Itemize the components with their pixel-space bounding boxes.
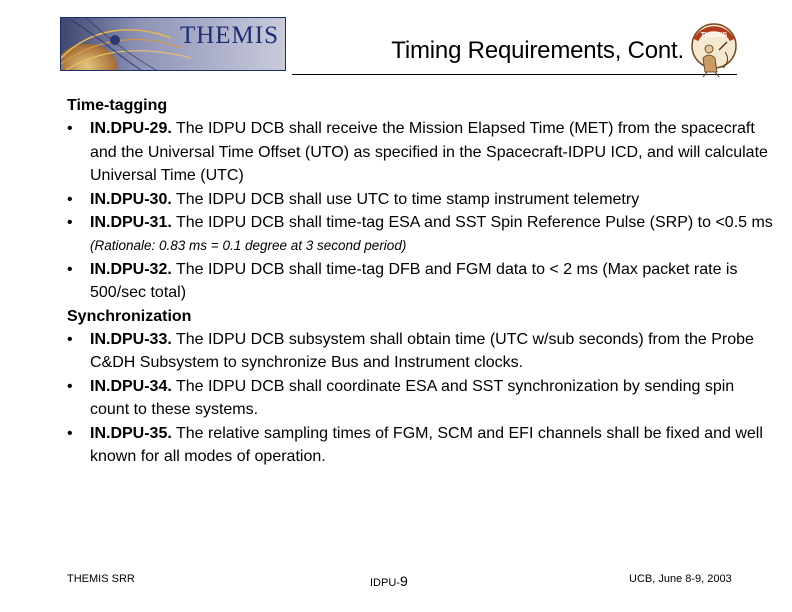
bullet-icon: •	[67, 120, 73, 138]
themis-mascot-icon	[687, 22, 741, 78]
themis-logo	[60, 17, 286, 71]
requirement-rationale: (Rationale: 0.83 ms = 0.1 degree at 3 second period)	[90, 238, 407, 254]
requirement-id: IN.DPU-31.	[90, 214, 172, 232]
requirement-text: The IDPU DCB shall time-tag DFB and FGM data to < 2 ms (Max packet rate is 500/sec total)	[90, 260, 738, 302]
requirement-item	[67, 258, 777, 305]
bullet-icon: •	[67, 214, 73, 232]
title-divider	[292, 74, 737, 75]
requirement-id: IN.DPU-30.	[90, 190, 172, 208]
footer-page-number	[370, 573, 408, 589]
requirement-id: IN.DPU-32.	[90, 260, 172, 278]
footer-page-value: 9	[399, 573, 408, 589]
bullet-icon: •	[67, 260, 73, 278]
section-heading-time-tagging: Time-tagging	[67, 97, 168, 114]
requirement-id: IN.DPU-29.	[90, 120, 172, 138]
bullet-icon: •	[67, 424, 73, 442]
bullet-icon: •	[67, 331, 73, 349]
requirement-text: The IDPU DCB shall time-tag ESA and SST Spin Reference Pulse (SRP) to <0.5 ms	[171, 214, 773, 232]
logo-text: THEMIS	[179, 22, 279, 49]
footer-left: THEMIS SRR	[67, 573, 135, 585]
requirement-text: The IDPU DCB shall use UTC to time stamp instrument telemetry	[171, 190, 640, 208]
requirement-text: The IDPU DCB subsystem shall obtain time (UTC w/sub seconds) from the Probe C&DH Subsystem to synchronize Bus and Instrument clocks.	[90, 331, 754, 372]
footer-page-prefix: IDPU-	[370, 577, 400, 589]
bullet-icon: •	[67, 377, 73, 395]
requirement-text: The relative sampling times of FGM, SCM and EFI channels shall be fixed and well known for all modes of operation.	[90, 424, 763, 466]
requirement-id: IN.DPU-33.	[90, 331, 172, 349]
requirement-text: The IDPU DCB shall receive the Mission Elapsed Time (MET) from the spacecraft and the Universal Time Offset (UTO) as specified in the Spacecraft-IDPU ICD, and will calculate Universal Time (UTC)	[90, 120, 768, 185]
bullet-icon: •	[67, 190, 73, 208]
footer-right: UCB, June 8-9, 2003	[629, 573, 732, 585]
requirement-item	[67, 188, 777, 211]
requirement-item	[67, 117, 777, 187]
requirement-item	[67, 375, 777, 422]
slide-content	[67, 94, 777, 469]
requirement-item	[67, 211, 777, 258]
slide-title: Timing Requirements, Cont.	[391, 37, 684, 64]
requirement-id: IN.DPU-34.	[90, 377, 172, 395]
mascot-label: THEMIS	[700, 32, 728, 39]
requirement-item	[67, 422, 777, 469]
section-heading-synchronization: Synchronization	[67, 307, 192, 325]
requirement-id: IN.DPU-35.	[90, 424, 172, 442]
requirement-text: The IDPU DCB shall coordinate ESA and SST synchronization by sending spin count to these systems.	[90, 377, 735, 419]
requirement-item	[67, 328, 777, 375]
